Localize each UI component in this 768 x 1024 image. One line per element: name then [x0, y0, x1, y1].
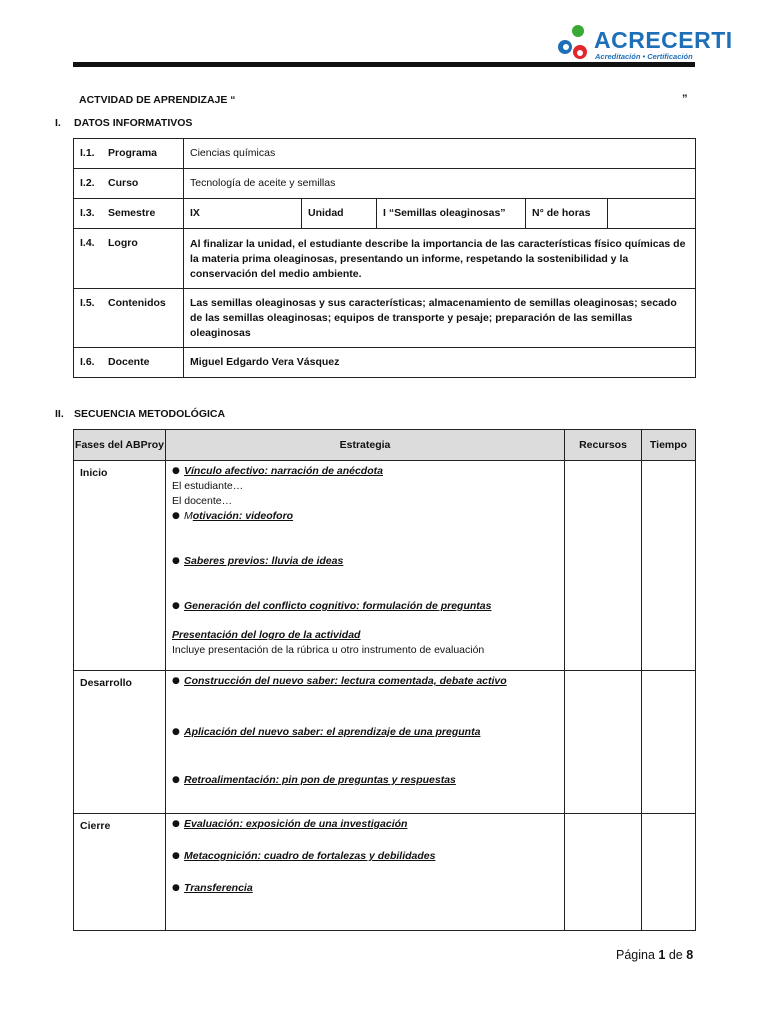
presentacion-note: Incluye presentación de la rúbrica u otro instrumento de evaluación — [172, 644, 485, 656]
info-row-semestre — [74, 199, 696, 229]
info-value-logro: Al finalizar la unidad, el estudiante describe la importancia de las características físico químicas de la materia prima oleaginosas, presentando un informe, respetando la sostenibilidad y la conservación del medio ambiente. — [184, 229, 696, 289]
info-label-docente: I.6. Docente — [74, 348, 184, 378]
sequence-row-cierre — [74, 814, 696, 931]
info-value-semestre: IX — [184, 199, 302, 229]
bullet-icon: ● — [172, 883, 180, 893]
header-recursos: Recursos — [565, 430, 642, 461]
strategy-desarrollo — [166, 671, 565, 814]
info-label-semestre: I.3. Semestre — [74, 199, 184, 229]
list-item: ● Transferencia — [172, 882, 253, 894]
strategy-cierre — [166, 814, 565, 931]
bullet-icon: ● — [172, 511, 180, 521]
section-heading: DATOS INFORMATIVOS — [74, 117, 193, 129]
info-value-contenidos: Las semillas oleaginosas y sus características; almacenamiento de semillas oleaginosas; secado de las semillas oleaginosas; equipos de transporte y pesaje; preparación de las semillas oleaginosas — [184, 289, 696, 348]
page-number: 1 — [658, 948, 666, 962]
bullet-icon: ● — [172, 851, 180, 861]
info-row-contenidos — [74, 289, 696, 348]
phase-cierre: Cierre — [74, 814, 166, 931]
info-value-programa: Ciencias químicas — [184, 139, 696, 169]
page-total: 8 — [686, 948, 694, 962]
list-item: ● Retroalimentación: pin pon de preguntas y respuestas — [172, 774, 456, 786]
logo-mark-icon — [554, 22, 594, 66]
tiempo-inicio — [642, 461, 696, 671]
recursos-desarrollo — [565, 671, 642, 814]
recursos-inicio — [565, 461, 642, 671]
strategy-inicio — [166, 461, 565, 671]
header-fases: Fases del ABProy — [74, 430, 166, 461]
info-value-docente: Miguel Edgardo Vera Vásquez — [184, 348, 696, 378]
recursos-cierre — [565, 814, 642, 931]
info-label-logro: I.4. Logro — [74, 229, 184, 289]
list-item: ● Vínculo afectivo: narración de anécdota — [172, 465, 383, 477]
header-estrategia: Estrategia — [166, 430, 565, 461]
list-item: ● M otivación: videoforo — [172, 510, 294, 522]
section-heading: SECUENCIA METODOLÓGICA — [74, 408, 226, 420]
header-rule — [73, 62, 695, 67]
info-row-docente — [74, 348, 696, 378]
note-docente: El docente… — [172, 495, 233, 507]
list-item: ● Saberes previos: lluvia de ideas — [172, 555, 344, 567]
bullet-icon: ● — [172, 601, 180, 611]
list-item: ● Metacognición: cuadro de fortalezas y debilidades — [172, 850, 436, 862]
page-footer — [616, 948, 693, 962]
presentacion-heading: Presentación del logro de la actividad — [172, 629, 361, 641]
info-label-contenidos: I.5. Contenidos — [74, 289, 184, 348]
sequence-row-inicio — [74, 461, 696, 671]
bullet-icon: ● — [172, 676, 180, 686]
info-table — [73, 138, 696, 378]
info-row-programa — [74, 139, 696, 169]
phase-desarrollo: Desarrollo — [74, 671, 166, 814]
info-value-curso: Tecnología de aceite y semillas — [184, 169, 696, 199]
info-label-unidad: Unidad — [302, 199, 377, 229]
logo-title: ACRECERTI — [594, 27, 733, 53]
page-of: de — [668, 948, 683, 962]
info-label-programa: I.1. Programa — [74, 139, 184, 169]
info-value-horas — [608, 199, 696, 229]
bullet-icon: ● — [172, 775, 180, 785]
list-item: ● Aplicación del nuevo saber: el aprendizaje de una pregunta — [172, 726, 481, 738]
bullet-icon: ● — [172, 727, 180, 737]
sequence-row-desarrollo — [74, 671, 696, 814]
section-number: I. — [55, 117, 61, 129]
bullet-icon: ● — [172, 819, 180, 829]
list-item: ● Generación del conflicto cognitivo: formulación de preguntas — [172, 600, 492, 612]
tiempo-desarrollo — [642, 671, 696, 814]
section-number: II. — [55, 408, 64, 420]
activity-title: ACTVIDAD DE APRENDIZAJE “ — [79, 94, 236, 106]
activity-close-quote: ” — [682, 93, 688, 105]
page-label: Página — [616, 948, 655, 962]
info-value-unidad: I “Semillas oleaginosas” — [377, 199, 526, 229]
bullet-icon: ● — [172, 466, 180, 476]
info-label-horas: N° de horas — [526, 199, 608, 229]
sequence-table — [73, 429, 696, 931]
header-tiempo: Tiempo — [642, 430, 696, 461]
section-datos-informativos — [55, 117, 192, 129]
list-item: ● Construcción del nuevo saber: lectura comentada, debate activo — [172, 675, 507, 687]
acrecerti-logo — [554, 22, 768, 66]
info-row-logro — [74, 229, 696, 289]
tiempo-cierre — [642, 814, 696, 931]
note-estudiante: El estudiante… — [172, 480, 244, 492]
phase-inicio: Inicio — [74, 461, 166, 671]
bullet-icon: ● — [172, 556, 180, 566]
info-row-curso — [74, 169, 696, 199]
info-label-curso: I.2. Curso — [74, 169, 184, 199]
logo-tagline: Acreditación • Certificación — [595, 52, 693, 61]
section-secuencia-metodologica — [55, 408, 225, 420]
sequence-header-row — [74, 430, 696, 461]
list-item: ● Evaluación: exposición de una investigación — [172, 818, 408, 830]
